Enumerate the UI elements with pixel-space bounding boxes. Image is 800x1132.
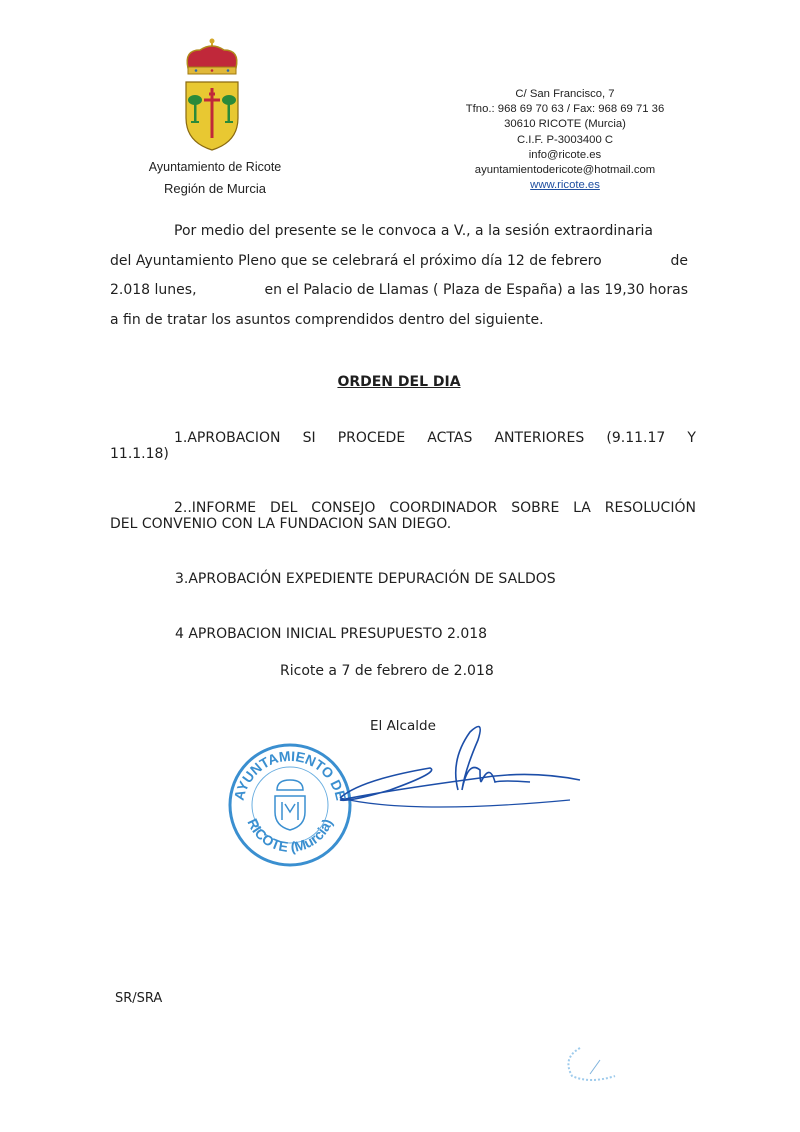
stamp-crest-icon xyxy=(275,780,305,830)
intro-line-3 xyxy=(110,276,688,306)
word: RESOLUCIÓN xyxy=(604,500,696,516)
intro-text: en el Palacio de Llamas ( Plaza de España) a las 19,30 horas xyxy=(264,282,688,298)
intro-text: del Ayuntamiento Pleno que se celebrará el próximo día 12 de febrero xyxy=(110,252,602,269)
stamp-text-top: AYUNTAMIENTO DE xyxy=(230,747,350,802)
word: COORDINADOR xyxy=(389,500,498,516)
agenda-item-4: 4 APROBACION INICIAL PRESUPUESTO 2.018 xyxy=(175,626,488,642)
shield-icon xyxy=(186,82,238,150)
word: SOBRE xyxy=(511,500,560,516)
word: 1.APROBACION xyxy=(174,430,281,446)
word: CONSEJO xyxy=(311,500,376,516)
agenda-item-3: 3.APROBACIÓN EXPEDIENTE DEPURACIÓN DE SALDOS xyxy=(175,571,556,587)
addressee: SR/SRA xyxy=(115,991,163,1006)
word: ANTERIORES xyxy=(494,430,585,446)
agenda-item-2 xyxy=(110,500,696,532)
crown-icon xyxy=(187,39,237,75)
agenda-item-1 xyxy=(110,430,696,462)
word: Y xyxy=(687,430,696,446)
intro-line-2 xyxy=(110,247,688,277)
agenda-item-line xyxy=(110,430,696,446)
word: (9.11.17 xyxy=(606,430,666,446)
word: DEL xyxy=(270,500,298,516)
address: C/ San Francisco, 7 xyxy=(515,88,615,100)
word: SI xyxy=(302,430,316,446)
word: ACTAS xyxy=(427,430,473,446)
stamp-text-bottom: RICOTE (Murcia) xyxy=(244,815,336,855)
word: 2..INFORME xyxy=(174,500,257,516)
email-info: info@ricote.es xyxy=(528,148,602,161)
region-name: Región de Murcia xyxy=(164,181,266,196)
agenda-item-line xyxy=(110,500,696,516)
contact-block xyxy=(440,87,690,193)
intro-line-4: a fin de tratar los asuntos comprendidos dentro del siguiente. xyxy=(110,311,544,328)
intro-paragraph xyxy=(110,217,688,335)
coat-of-arms-logo xyxy=(180,38,244,158)
website-link[interactable]: www.ricote.es xyxy=(530,179,600,192)
ink-smudge xyxy=(560,1040,630,1085)
signatory-title: El Alcalde xyxy=(370,718,436,734)
agenda-title: ORDEN DEL DIA xyxy=(337,374,461,390)
intro-text: de xyxy=(670,252,688,269)
signing-date: Ricote a 7 de febrero de 2.018 xyxy=(280,663,494,679)
agenda-item-line: 11.1.18) xyxy=(110,446,169,462)
word: LA xyxy=(573,500,591,516)
intro-text: 2.018 lunes, xyxy=(110,282,197,298)
postal-address: 30610 RICOTE (Murcia) xyxy=(504,118,626,131)
word: PROCEDE xyxy=(337,430,406,446)
org-name: Ayuntamiento de Ricote xyxy=(148,160,282,174)
email-hotmail: ayuntamientodericote@hotmail.com xyxy=(474,164,656,177)
agenda-item-line: DEL CONVENIO CON LA FUNDACION SAN DIEGO. xyxy=(110,516,452,532)
svg-text:RICOTE (Murcia) xyxy=(244,816,335,855)
intro-line-1 xyxy=(110,217,688,247)
phone-fax: Tfno.: 968 69 70 63 / Fax: 968 69 71 36 xyxy=(465,103,665,116)
cif: C.I.F. P-3003400 C xyxy=(516,133,614,146)
intro-text: Por medio del presente se le convoca a V., a la sesión extraordinaria xyxy=(174,223,653,239)
handwritten-signature xyxy=(330,720,590,830)
